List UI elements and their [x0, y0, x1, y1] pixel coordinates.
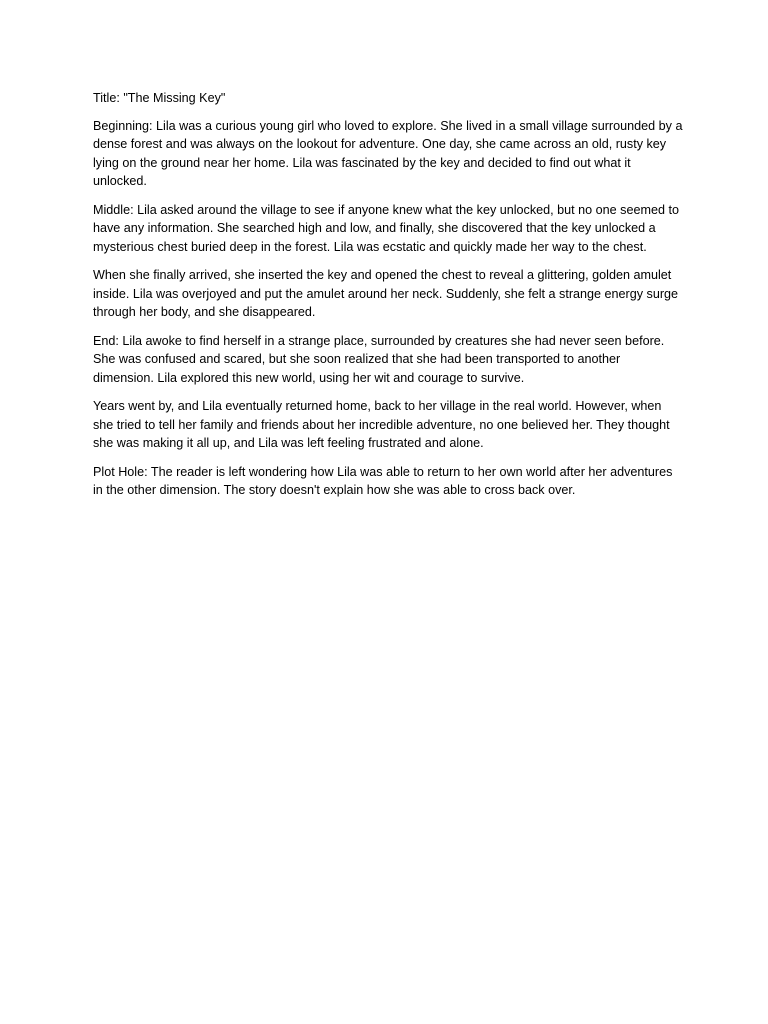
paragraph-beginning: Beginning: Lila was a curious young girl who loved to explore. She lived in a small village surrounded by a dense forest and was always on the lookout for adventure. One day, she came across an old, rusty key lying on the ground near her home. Lila was fascinated by the key and decided to find out what it unlocked. — [93, 118, 683, 188]
document-body — [93, 89, 683, 510]
paragraph-arrival: When she finally arrived, she inserted the key and opened the chest to reveal a glittering, golden amulet inside. Lila was overjoyed and put the amulet around her neck. Suddenly, she felt a strange energy surge through her body, and she disappeared. — [93, 268, 679, 319]
paragraph-plot-hole: Plot Hole: The reader is left wondering how Lila was able to return to her own world after her adventures in the other dimension. The story doesn't explain how she was able to cross back over. — [93, 464, 673, 497]
paragraph-return: Years went by, and Lila eventually returned home, back to her village in the real world. However, when she tried to tell her family and friends about her incredible adventure, no one believed her. They thought she was making it all up, and Lila was left feeling frustrated and alone. — [93, 399, 670, 450]
document-title: Title: "The Missing Key" — [93, 91, 226, 105]
paragraph-end: End: Lila awoke to find herself in a strange place, surrounded by creatures she had never seen before. She was confused and scared, but she soon realized that she had been transported to another dimension. Lila explored this new world, using her wit and courage to survive. — [93, 333, 665, 385]
paragraph-middle: Middle: Lila asked around the village to see if anyone knew what the key unlocked, but no one seemed to have any information. She searched high and low, and finally, she discovered that the key unlocked a mysterious chest buried deep in the forest. Lila was ecstatic and quickly made her way to the chest. — [93, 202, 679, 254]
